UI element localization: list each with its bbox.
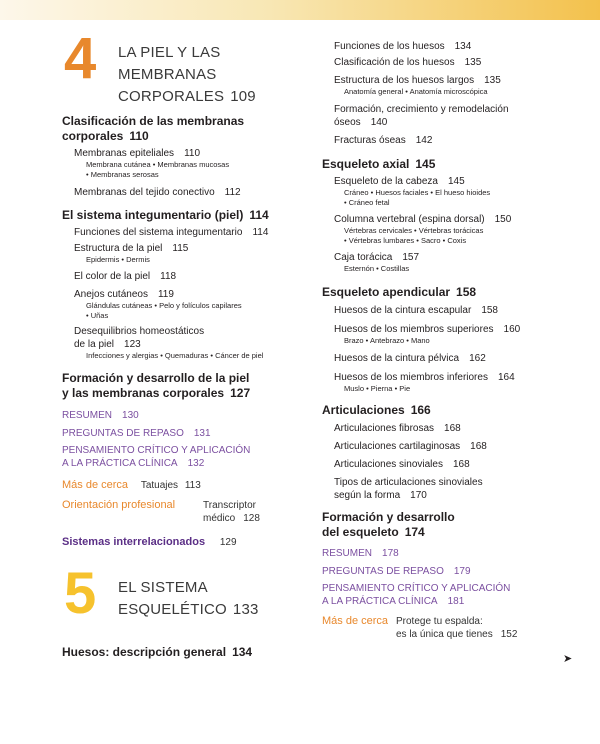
- toc-entry[interactable]: Anejos cutáneos 119: [74, 289, 174, 300]
- toc-entry[interactable]: Funciones de los huesos 134: [334, 41, 472, 52]
- toc-entry[interactable]: Formación, crecimiento y remodelación: [334, 104, 509, 115]
- toc-subtopics: Muslo • Pierna • Pie: [344, 384, 411, 393]
- toc-entry[interactable]: Membranas del tejido conectivo 112: [74, 187, 241, 198]
- toc-entry[interactable]: Fracturas óseas 142: [334, 135, 433, 146]
- toc-entry[interactable]: Articulaciones fibrosas 168: [334, 423, 461, 434]
- career-focus-feature[interactable]: Orientación profesional Transcriptor médico 128: [62, 499, 260, 524]
- toc-left-column: [62, 26, 312, 660]
- section-heading[interactable]: Huesos: descripción general 134: [62, 645, 253, 659]
- interrelated-systems-feature[interactable]: Sistemas interrelacionados 129: [62, 536, 237, 548]
- toc-entry[interactable]: Tipos de articulaciones sinoviales: [334, 477, 483, 488]
- review-questions-link[interactable]: PREGUNTAS DE REPASO 131: [62, 428, 211, 439]
- section-heading[interactable]: Articulaciones 166: [322, 403, 431, 417]
- toc-subtopics: Esternón • Costillas: [344, 264, 410, 273]
- section-heading[interactable]: Esqueleto apendicular 158: [322, 285, 477, 299]
- toc-entry[interactable]: Huesos de los miembros superiores 160: [334, 324, 521, 335]
- page-number: 109: [230, 88, 256, 105]
- toc-entry[interactable]: Huesos de la cintura escapular 158: [334, 305, 498, 316]
- toc-subtopics: Infecciones y alergias • Quemaduras • Cáncer de piel: [86, 351, 264, 360]
- toc-entry[interactable]: Membranas epiteliales 110: [74, 148, 201, 159]
- chapter-title: EL SISTEMA ESQUELÉTICO 133: [118, 579, 259, 618]
- toc-entry[interactable]: Esqueleto de la cabeza 145: [334, 176, 465, 187]
- toc-subtopics: • Vértebras lumbares • Sacro • Coxis: [344, 236, 467, 245]
- review-questions-link[interactable]: PREGUNTAS DE REPASO 179: [322, 566, 471, 577]
- section-heading[interactable]: Esqueleto axial 145: [322, 157, 436, 171]
- toc-entry[interactable]: Columna vertebral (espina dorsal) 150: [334, 214, 512, 225]
- toc-subtopics: Brazo • Antebrazo • Mano: [344, 336, 430, 345]
- toc-entry-continued[interactable]: de la piel 123: [74, 339, 141, 350]
- toc-entry[interactable]: Articulaciones cartilaginosas 168: [334, 441, 487, 452]
- toc-entry-continued[interactable]: óseos 140: [334, 117, 388, 128]
- section-heading[interactable]: El sistema integumentario (piel) 114: [62, 208, 269, 222]
- chapter-number: 5: [64, 561, 97, 626]
- toc-entry[interactable]: Huesos de los miembros inferiores 164: [334, 372, 515, 383]
- closer-look-feature[interactable]: Más de cerca Protege tu espalda: es la única que tienes 152: [322, 615, 518, 640]
- toc-subtopics: Membrana cutánea • Membranas mucosas: [86, 160, 230, 169]
- toc-entry[interactable]: Huesos de la cintura pélvica 162: [334, 353, 486, 364]
- toc-subtopics: Glándulas cutáneas • Pelo y folículos capilares: [86, 301, 242, 310]
- chapter-number: 4: [64, 26, 97, 91]
- toc-subtopics: • Cráneo fetal: [344, 198, 390, 207]
- critical-thinking-link-continued[interactable]: A LA PRÁCTICA CLÍNICA 181: [322, 596, 465, 607]
- toc-subtopics: • Uñas: [86, 311, 109, 320]
- toc-subtopics: Cráneo • Huesos faciales • El hueso hioides: [344, 188, 491, 197]
- toc-entry-continued[interactable]: según la forma 170: [334, 490, 427, 501]
- toc-entry[interactable]: Estructura de la piel 115: [74, 243, 189, 254]
- toc-subtopics: Anatomía general • Anatomía microscópica: [344, 87, 488, 96]
- chapter-title: LA PIEL Y LAS MEMBRANAS CORPORALES 109: [118, 44, 256, 105]
- toc-subtopics: • Membranas serosas: [86, 170, 159, 179]
- summary-link[interactable]: RESUMEN 178: [322, 548, 399, 559]
- header-gradient-bar: [0, 0, 600, 20]
- critical-thinking-link[interactable]: PENSAMIENTO CRÍTICO Y APLICACIÓN: [322, 583, 511, 594]
- section-heading[interactable]: Clasificación de las membranas corporales 110: [62, 114, 245, 143]
- toc-entry[interactable]: Desequilibrios homeostáticos: [74, 326, 205, 337]
- section-heading[interactable]: Formación y desarrollo del esqueleto 174: [322, 510, 455, 539]
- toc-entry[interactable]: Estructura de los huesos largos 135: [334, 75, 501, 86]
- section-heading[interactable]: Formación y desarrollo de la piel y las membranas corporales 127: [62, 371, 251, 400]
- continue-arrow-icon[interactable]: ➤: [563, 653, 573, 665]
- toc-entry[interactable]: Articulaciones sinoviales 168: [334, 459, 470, 470]
- closer-look-feature[interactable]: Más de cerca Tatuajes 113: [62, 479, 201, 491]
- toc-entry[interactable]: Clasificación de los huesos 135: [334, 57, 482, 68]
- toc-subtopics: Epidermis • Dermis: [86, 255, 150, 264]
- toc-entry[interactable]: Caja torácica 157: [334, 252, 420, 263]
- toc-entry[interactable]: El color de la piel 118: [74, 271, 177, 282]
- toc-entry[interactable]: Funciones del sistema integumentario 114: [74, 227, 269, 238]
- toc-subtopics: Vértebras cervicales • Vértebras torácicas: [344, 226, 484, 235]
- critical-thinking-link[interactable]: PENSAMIENTO CRÍTICO Y APLICACIÓN: [62, 445, 251, 456]
- chapter-5-heading[interactable]: [62, 561, 312, 633]
- critical-thinking-link-continued[interactable]: A LA PRÁCTICA CLÍNICA 132: [62, 458, 205, 469]
- toc-right-column: [322, 40, 592, 643]
- summary-link[interactable]: RESUMEN 130: [62, 410, 139, 421]
- chapter-4-heading[interactable]: [62, 26, 312, 105]
